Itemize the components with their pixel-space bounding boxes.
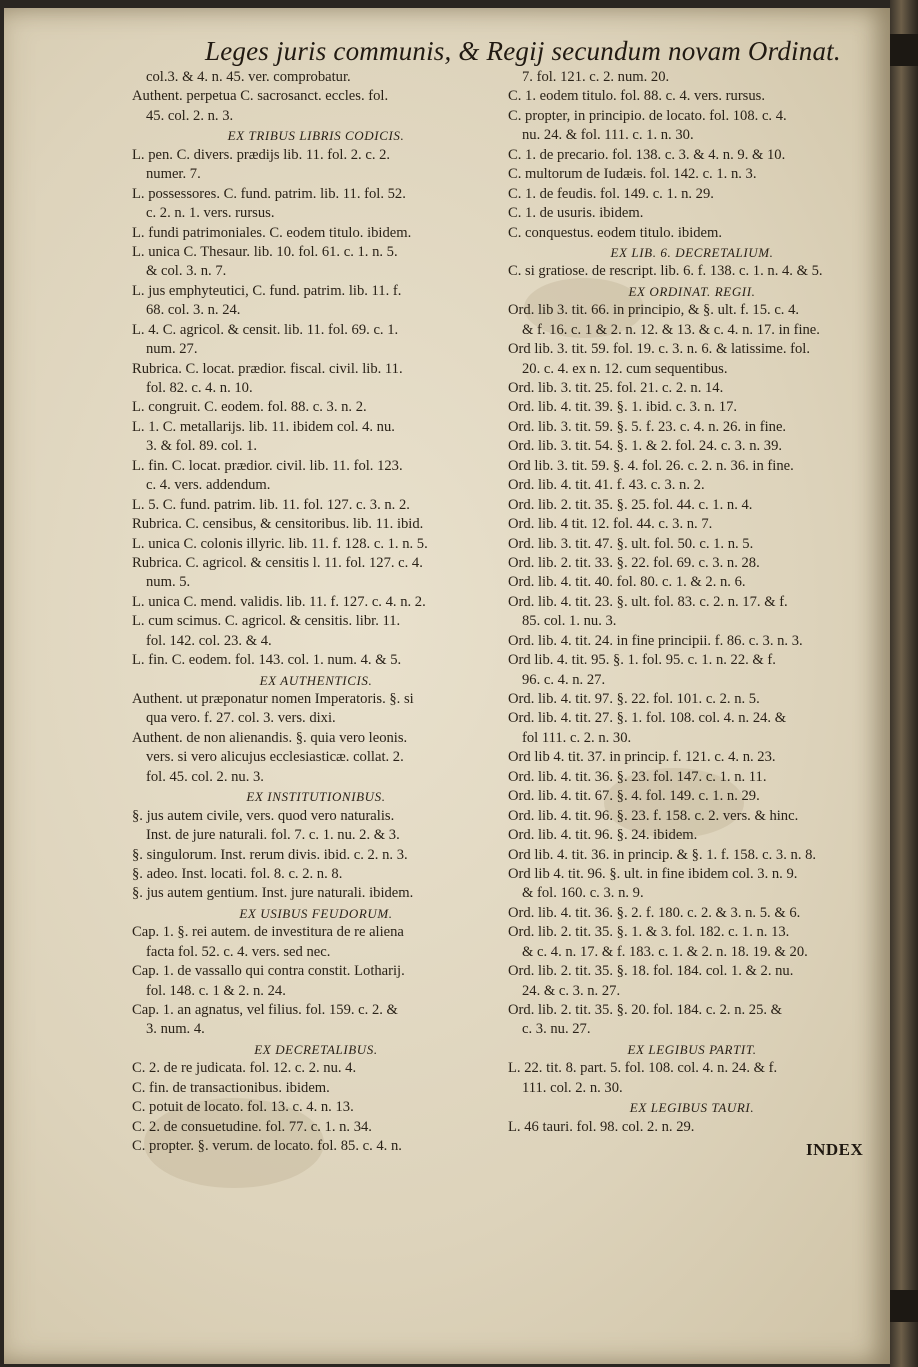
index-entry-line: c. 2. n. 1. vers. rursus. [146, 205, 275, 222]
index-entry-line: Ord. lib. 3. tit. 54. §. 1. & 2. fol. 24. c. 3. n. 39. [508, 438, 783, 455]
index-entry-line: L. fin. C. eodem. fol. 143. col. 1. num. 4. & 5. [132, 652, 402, 669]
index-entry-line: C. potuit de locato. fol. 13. c. 4. n. 13. [132, 1099, 354, 1116]
index-entry-line: & fol. 160. c. 3. n. 9. [522, 885, 644, 902]
index-entry-line: fol. 45. col. 2. nu. 3. [146, 768, 264, 785]
index-entry-line: C. 1. eodem titulo. fol. 88. c. 4. vers. rursus. [508, 88, 765, 105]
index-entry-line: L. 46 tauri. fol. 98. col. 2. n. 29. [508, 1118, 695, 1135]
index-entry-line: fol. 82. c. 4. n. 10. [146, 380, 253, 396]
index-entry-line: fol. 142. col. 23. & 4. [146, 632, 272, 649]
index-entry-line: Authent. de non alienandis. §. quia vero leonis. [132, 729, 408, 746]
index-entry-line: 45. col. 2. n. 3. [146, 107, 234, 124]
index-entry-line: Ord. lib. 3. tit. 25. fol. 21. c. 2. n. 14. [508, 380, 724, 396]
index-entry-line: Ord. lib. 4 tit. 12. fol. 44. c. 3. n. 7. [508, 516, 713, 533]
running-head: Leges juris communis, & Regij secundum novam Ordinat. [205, 36, 841, 66]
index-entry-line: C. 1. de feudis. fol. 149. c. 1. n. 29. [508, 185, 714, 202]
index-entry-line: Ord. lib. 2. tit. 35. §. 1. & 3. fol. 182. c. 1. n. 13. [508, 924, 790, 941]
index-entry-line: L. possessores. C. fund. patrim. lib. 11. fol. 52. [132, 185, 406, 202]
index-entry-line: Ord. lib. 4. tit. 36. §. 2. f. 180. c. 2. & 3. n. 5. & 6. [508, 904, 801, 921]
index-entry-line: Cap. 1. de vassallo qui contra constit. Lotharij. [132, 963, 405, 980]
index-entry-line: Inst. de jure naturali. fol. 7. c. 1. nu. 2. & 3. [146, 827, 400, 844]
index-entry-line: Authent. ut præponatur nomen Imperatoris. §. si [132, 691, 414, 707]
index-entry-line: C. multorum de Iudæis. fol. 142. c. 1. n. 3. [508, 166, 757, 183]
left-column [132, 68, 500, 1157]
index-entry-line: Rubrica. C. locat. prædior. fiscal. civil. lib. 11. [132, 360, 403, 377]
index-entry-line: L. fundi patrimoniales. C. eodem titulo. ibidem. [132, 224, 412, 241]
index-entry-line: & f. 16. c. 1 & 2. n. 12. & 13. & c. 4. n. 17. in fine. [522, 321, 820, 338]
index-entry-line: nu. 24. & fol. 111. c. 1. n. 30. [522, 127, 694, 144]
index-entry-line: Ord. lib. 4. tit. 23. §. ult. fol. 83. c. 2. n. 17. & f. [508, 593, 788, 610]
index-entry-line: L. fin. C. locat. prædior. civil. lib. 11. fol. 123. [132, 457, 403, 474]
index-entry-line: Rubrica. C. censibus, & censitoribus. lib. 11. ibid. [132, 516, 424, 533]
index-entry-line: Authent. perpetua C. sacrosanct. eccles. fol. [132, 88, 389, 105]
index-entry-line: Ord lib. 3. tit. 59. fol. 19. c. 3. n. 6. & latissime. fol. [508, 341, 810, 358]
index-entry-line: Ord. lib. 4. tit. 40. fol. 80. c. 1. & 2. n. 6. [508, 574, 746, 591]
index-entry-line: Cap. 1. an agnatus, vel filius. fol. 159. c. 2. & [132, 1002, 398, 1018]
index-entry-line: Cap. 1. §. rei autem. de investitura de re aliena [132, 924, 404, 941]
index-entry-line: col.3. & 4. n. 45. ver. comprobatur. [146, 69, 351, 85]
index-entry-line: fol 111. c. 2. n. 30. [522, 729, 632, 746]
index-entry-line: §. jus autem gentium. Inst. jure naturali. ibidem. [132, 885, 414, 902]
index-entry-line: §. jus autem civile, vers. quod vero naturalis. [132, 807, 395, 824]
index-entry-line: Rubrica. C. agricol. & censitis l. 11. fol. 127. c. 4. [132, 554, 423, 571]
index-entry-line: L. 4. C. agricol. & censit. lib. 11. fol. 69. c. 1. [132, 321, 399, 338]
index-entry-line: Ord. lib. 4. tit. 36. §. 23. fol. 147. c. 1. n. 11. [508, 768, 767, 785]
index-entry-line: Ord. lib. 2. tit. 35. §. 20. fol. 184. c. 2. n. 25. & [508, 1002, 783, 1018]
index-entry-line: Ord lib. 4. tit. 36. in princip. & §. 1. f. 158. c. 3. n. 8. [508, 846, 817, 863]
index-entry-line: 68. col. 3. n. 24. [146, 302, 241, 319]
index-entry-line: L. unica C. mend. validis. lib. 11. f. 127. c. 4. n. 2. [132, 593, 426, 610]
right-column [508, 68, 876, 1137]
index-entry-line: L. cum scimus. C. agricol. & censitis. libr. 11. [132, 613, 401, 630]
index-entry-line: L. unica C. colonis illyric. lib. 11. f. 128. c. 1. n. 5. [132, 535, 428, 552]
index-entry-line: fol. 148. c. 1 & 2. n. 24. [146, 982, 286, 999]
index-entry-line: num. 5. [146, 574, 191, 591]
book-edge [890, 0, 918, 1367]
index-entry-line: qua vero. f. 27. col. 3. vers. dixi. [146, 710, 336, 727]
edge-shadow [890, 1290, 918, 1322]
index-entry-line: num. 27. [146, 341, 198, 358]
index-entry-line: 3. & fol. 89. col. 1. [146, 438, 258, 455]
index-entry-line: 7. fol. 121. c. 2. num. 20. [522, 69, 670, 85]
index-entry-line: 24. & c. 3. n. 27. [522, 982, 621, 999]
index-entry-line: Ord. lib. 2. tit. 35. §. 25. fol. 44. c. 1. n. 4. [508, 496, 753, 513]
index-entry-line: 3. num. 4. [146, 1021, 205, 1038]
index-entry-line: C. fin. de transactionibus. ibidem. [132, 1079, 330, 1096]
index-entry-line: Ord. lib. 2. tit. 33. §. 22. fol. 69. c. 3. n. 28. [508, 554, 760, 571]
index-entry-line: Ord. lib. 4. tit. 96. §. 23. f. 158. c. 2. vers. & hinc. [508, 807, 799, 824]
section-heading: EX ORDINAT. REGII. [628, 283, 756, 299]
index-entry-line: 111. col. 2. n. 30. [522, 1079, 623, 1096]
catchword: INDEX [806, 1140, 864, 1159]
index-entry-line: Ord. lib. 4. tit. 27. §. 1. fol. 108. col. 4. n. 24. & [508, 710, 787, 727]
index-entry-line: 85. col. 1. nu. 3. [522, 613, 617, 630]
index-entry-line: C. 1. de usuris. ibidem. [508, 205, 644, 222]
edge-shadow [890, 34, 918, 66]
index-entry-line: Ord lib 4. tit. 96. §. ult. in fine ibidem col. 3. n. 9. [508, 865, 798, 882]
section-heading: EX DECRETALIBUS. [254, 1041, 378, 1057]
index-entry-line: C. 1. de precario. fol. 138. c. 3. & 4. n. 9. & 10. [508, 146, 786, 163]
index-entry-line: §. singulorum. Inst. rerum divis. ibid. c. 2. n. 3. [132, 846, 408, 863]
index-entry-line: Ord. lib. 4. tit. 41. f. 43. c. 3. n. 2. [508, 477, 705, 494]
section-heading: EX LEGIBUS TAURI. [629, 1100, 755, 1116]
index-entry-line: Ord. lib. 4. tit. 39. §. 1. ibid. c. 3. n. 17. [508, 399, 738, 416]
index-entry-line: c. 3. nu. 27. [522, 1021, 591, 1038]
section-heading: EX USIBUS FEUDORUM. [239, 905, 393, 921]
index-entry-line: facta fol. 52. c. 4. vers. sed nec. [146, 943, 331, 960]
section-heading: EX INSTITUTIONIBUS. [246, 789, 386, 805]
index-entry-line: C. conquestus. eodem titulo. ibidem. [508, 224, 723, 241]
index-entry-line: Ord. lib. 4. tit. 97. §. 22. fol. 101. c. 2. n. 5. [508, 691, 760, 707]
index-entry-line: Ord. lib. 4. tit. 67. §. 4. fol. 149. c. 1. n. 29. [508, 788, 760, 805]
index-entry-line: L. pen. C. divers. prædijs lib. 11. fol. 2. c. 2. [132, 146, 391, 163]
index-entry-line: Ord. lib 3. tit. 66. in principio, & §. ult. f. 15. c. 4. [508, 302, 800, 319]
index-entry-line: numer. 7. [146, 166, 201, 183]
index-entry-line: L. unica C. Thesaur. lib. 10. fol. 61. c. 1. n. 5. [132, 243, 398, 260]
index-entry-line: Ord lib. 4. tit. 95. §. 1. fol. 95. c. 1. n. 22. & f. [508, 652, 776, 669]
index-entry-line: & c. 4. n. 17. & f. 183. c. 1. & 2. n. 18. 19. & 20. [522, 943, 808, 960]
index-entry-line: Ord lib 4. tit. 37. in princip. f. 121. c. 4. n. 23. [508, 749, 776, 766]
index-entry-line: vers. si vero alicujus ecclesiasticæ. collat. 2. [146, 749, 404, 766]
index-entry-line: C. propter. §. verum. de locato. fol. 85. c. 4. n. [132, 1138, 402, 1155]
index-entry-line: L. congruit. C. eodem. fol. 88. c. 3. n. 2. [132, 399, 367, 416]
index-entry-line: Ord. lib. 4. tit. 24. in fine principii. f. 86. c. 3. n. 3. [508, 632, 803, 649]
index-entry-line: C. 2. de consuetudine. fol. 77. c. 1. n. 34. [132, 1118, 372, 1135]
index-entry-line: L. 1. C. metallarijs. lib. 11. ibidem col. 4. nu. [132, 418, 395, 435]
section-heading: EX LIB. 6. DECRETALIUM. [610, 244, 774, 260]
index-entry-line: L. 22. tit. 8. part. 5. fol. 108. col. 4. n. 24. & f. [508, 1060, 778, 1077]
index-entry-line: Ord. lib. 2. tit. 35. §. 18. fol. 184. col. 1. & 2. nu. [508, 963, 794, 980]
index-entry-line: §. adeo. Inst. locati. fol. 8. c. 2. n. 8. [132, 865, 343, 882]
index-entry-line: 20. c. 4. ex n. 12. cum sequentibus. [522, 360, 728, 377]
index-entry-line: C. si gratiose. de rescript. lib. 6. f. 138. c. 1. n. 4. & 5. [508, 263, 823, 280]
index-entry-line: c. 4. vers. addendum. [146, 477, 271, 494]
index-entry-line: L. 5. C. fund. patrim. lib. 11. fol. 127. c. 3. n. 2. [132, 496, 410, 513]
section-heading: EX LEGIBUS PARTIT. [627, 1041, 757, 1057]
index-entry-line: C. 2. de re judicata. fol. 12. c. 2. nu. 4. [132, 1060, 357, 1077]
index-entry-line: Ord. lib. 3. tit. 47. §. ult. fol. 50. c. 1. n. 5. [508, 535, 754, 552]
index-entry-line: 96. c. 4. n. 27. [522, 671, 606, 688]
index-entry-line: C. propter, in principio. de locato. fol. 108. c. 4. [508, 107, 787, 124]
index-entry-line: L. jus emphyteutici, C. fund. patrim. lib. 11. f. [132, 282, 402, 299]
section-heading: EX TRIBUS LIBRIS CODICIS. [227, 128, 405, 144]
index-entry-line: & col. 3. n. 7. [146, 263, 227, 280]
index-entry-line: Ord. lib. 3. tit. 59. §. 5. f. 23. c. 4. n. 26. in fine. [508, 418, 787, 435]
section-heading: EX AUTHENTICIS. [259, 672, 373, 688]
index-entry-line: Ord lib. 3. tit. 59. §. 4. fol. 26. c. 2. n. 36. in fine. [508, 457, 794, 474]
index-entry-line: Ord. lib. 4. tit. 96. §. 24. ibidem. [508, 827, 698, 844]
